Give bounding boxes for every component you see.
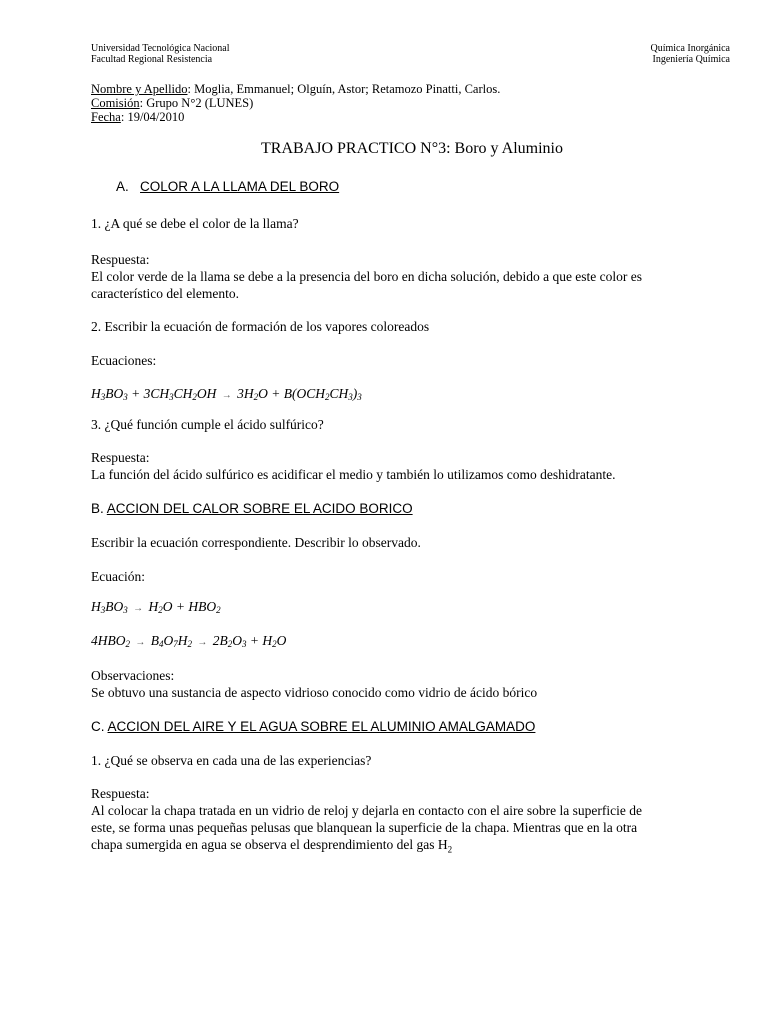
- header-faculty: Facultad Regional Resistencia: [91, 54, 213, 65]
- eq-part: O: [276, 633, 287, 648]
- header-subject: Química Inorgánica: [650, 43, 730, 54]
- eq-sub: 2: [216, 605, 221, 615]
- eq-sub: 3: [123, 392, 128, 402]
- observations-label: Observaciones:: [91, 668, 175, 683]
- answer-c1-line1: Al colocar la chapa tratada en un vidrio de reloj y dejarla en contacto con el aire sobre la superficie de: [91, 803, 642, 818]
- eq-part: O + B(OCH: [258, 386, 325, 401]
- eq-sub: 3: [348, 392, 353, 402]
- eq-sub: 4: [159, 639, 164, 649]
- name-value: : Moglia, Emmanuel; Olguín, Astor; Retamozo Pinatti, Carlos.: [187, 82, 501, 96]
- header-university: Universidad Tecnológica Nacional: [91, 43, 230, 54]
- section-c-title: ACCION DEL AIRE Y EL AGUA SOBRE EL ALUMINIO AMALGAMADO: [107, 719, 536, 734]
- answer-a1-label: Respuesta:: [91, 252, 150, 267]
- date-label: Fecha: [91, 110, 121, 124]
- page-title: TRABAJO PRACTICO N°3: Boro y Aluminio: [261, 140, 563, 157]
- eq-sub: 3: [357, 392, 362, 402]
- answer-c1-label: Respuesta:: [91, 786, 150, 801]
- answer-a1-line2: característico del elemento.: [91, 286, 240, 301]
- header-career: Ingeniería Química: [652, 54, 730, 65]
- commission-value: : Grupo N°2 (LUNES): [139, 96, 254, 110]
- equation-boron-ester: [91, 386, 362, 402]
- eq-part: O + HBO: [162, 599, 217, 614]
- question-a2: 2. Escribir la ecuación de formación de los vapores coloreados: [91, 319, 430, 334]
- eq-sub: 3: [242, 639, 247, 649]
- section-a-title: COLOR A LA LLAMA DEL BORO: [140, 179, 340, 194]
- eq-part: + H: [246, 633, 273, 648]
- eq-sub: 2: [272, 639, 277, 649]
- section-c-heading: [91, 718, 535, 735]
- reaction-arrow-icon: →: [135, 637, 146, 648]
- eq-part: 3H: [233, 386, 254, 401]
- equations-label: Ecuaciones:: [91, 353, 157, 368]
- eq-sub: 2: [253, 392, 259, 402]
- answer-a3-label: Respuesta:: [91, 450, 150, 465]
- observations-line1: Se obtuvo una sustancia de aspecto vidrioso conocido como vidrio de ácido bórico: [91, 685, 538, 700]
- answer-a3-line1: La función del ácido sulfúrico es acidificar el medio y también lo utilizamos como deshidratante.: [91, 467, 616, 482]
- eq-sub: 2: [227, 639, 233, 649]
- eq-sub: 3: [123, 605, 128, 615]
- meta-date: [91, 110, 184, 124]
- eq-part: ): [352, 386, 358, 401]
- eq-part: O: [163, 633, 174, 648]
- section-c-marker: C.: [91, 719, 105, 734]
- section-a-heading: [116, 178, 339, 195]
- equation-boric-1: [91, 599, 221, 615]
- eq-sub: 7: [173, 639, 178, 649]
- section-b-heading: [91, 500, 413, 517]
- answer-a1-line1: El color verde de la llama se debe a la presencia del boro en dicha solución, debido a que este color es: [91, 269, 643, 284]
- eq-part: + 3CH: [127, 386, 170, 401]
- eq-sub: 3: [100, 392, 106, 402]
- eq-part: H: [91, 386, 101, 401]
- eq-sub: 2: [187, 639, 192, 649]
- eq-sub: 2: [325, 392, 330, 402]
- commission-label: Comisión: [91, 96, 140, 110]
- eq-part: OH: [196, 386, 220, 401]
- reaction-arrow-icon: →: [133, 603, 144, 614]
- eq-sub: 3: [169, 392, 174, 402]
- answer-c1-line3-sub: 2: [447, 844, 453, 855]
- answer-c1-line3: [91, 836, 452, 859]
- eq-sub: 3: [100, 605, 106, 615]
- eq-part: 4HBO: [91, 633, 126, 648]
- eq-part: O: [232, 633, 242, 648]
- answer-c1-line3-text: chapa sumergida en agua se observa el desprendimiento del gas H: [91, 837, 448, 852]
- eq-sub: 2: [192, 392, 197, 402]
- section-b-marker: B.: [91, 501, 104, 516]
- eq-part: 2B: [209, 633, 228, 648]
- question-a1: 1. ¿A qué se debe el color de la llama?: [91, 216, 299, 231]
- equation-boric-2: [91, 633, 286, 649]
- eq-part: H: [91, 599, 101, 614]
- name-label: Nombre y Apellido: [91, 82, 188, 96]
- eq-sub: 2: [125, 639, 130, 649]
- eq-part: H: [177, 633, 188, 648]
- answer-c1-line2: este, se forma unas pequeñas pelusas que blanquean la superficie de la chapa. Mientras que en la otra: [91, 820, 638, 835]
- question-a3: 3. ¿Qué función cumple el ácido sulfúrico?: [91, 417, 324, 432]
- meta-commission: [91, 96, 253, 110]
- meta-names: [91, 82, 500, 96]
- section-b-title: ACCION DEL CALOR SOBRE EL ACIDO BORICO: [106, 501, 413, 516]
- eq-part: CH: [173, 386, 193, 401]
- reaction-arrow-icon: →: [221, 390, 232, 401]
- eq-part: B: [147, 633, 159, 648]
- section-b-instruction: Escribir la ecuación correspondiente. Describir lo observado.: [91, 535, 421, 550]
- section-a-marker: A.: [116, 179, 129, 194]
- eq-part: BO: [105, 599, 124, 614]
- eq-part: BO: [105, 386, 124, 401]
- question-c1: 1. ¿Qué se observa en cada una de las experiencias?: [91, 753, 372, 768]
- eq-part: CH: [329, 386, 349, 401]
- reaction-arrow-icon: →: [197, 637, 208, 648]
- date-value: : 19/04/2010: [120, 110, 185, 124]
- eq-sub: 2: [158, 605, 163, 615]
- equation-label: Ecuación:: [91, 569, 145, 584]
- eq-part: H: [145, 599, 159, 614]
